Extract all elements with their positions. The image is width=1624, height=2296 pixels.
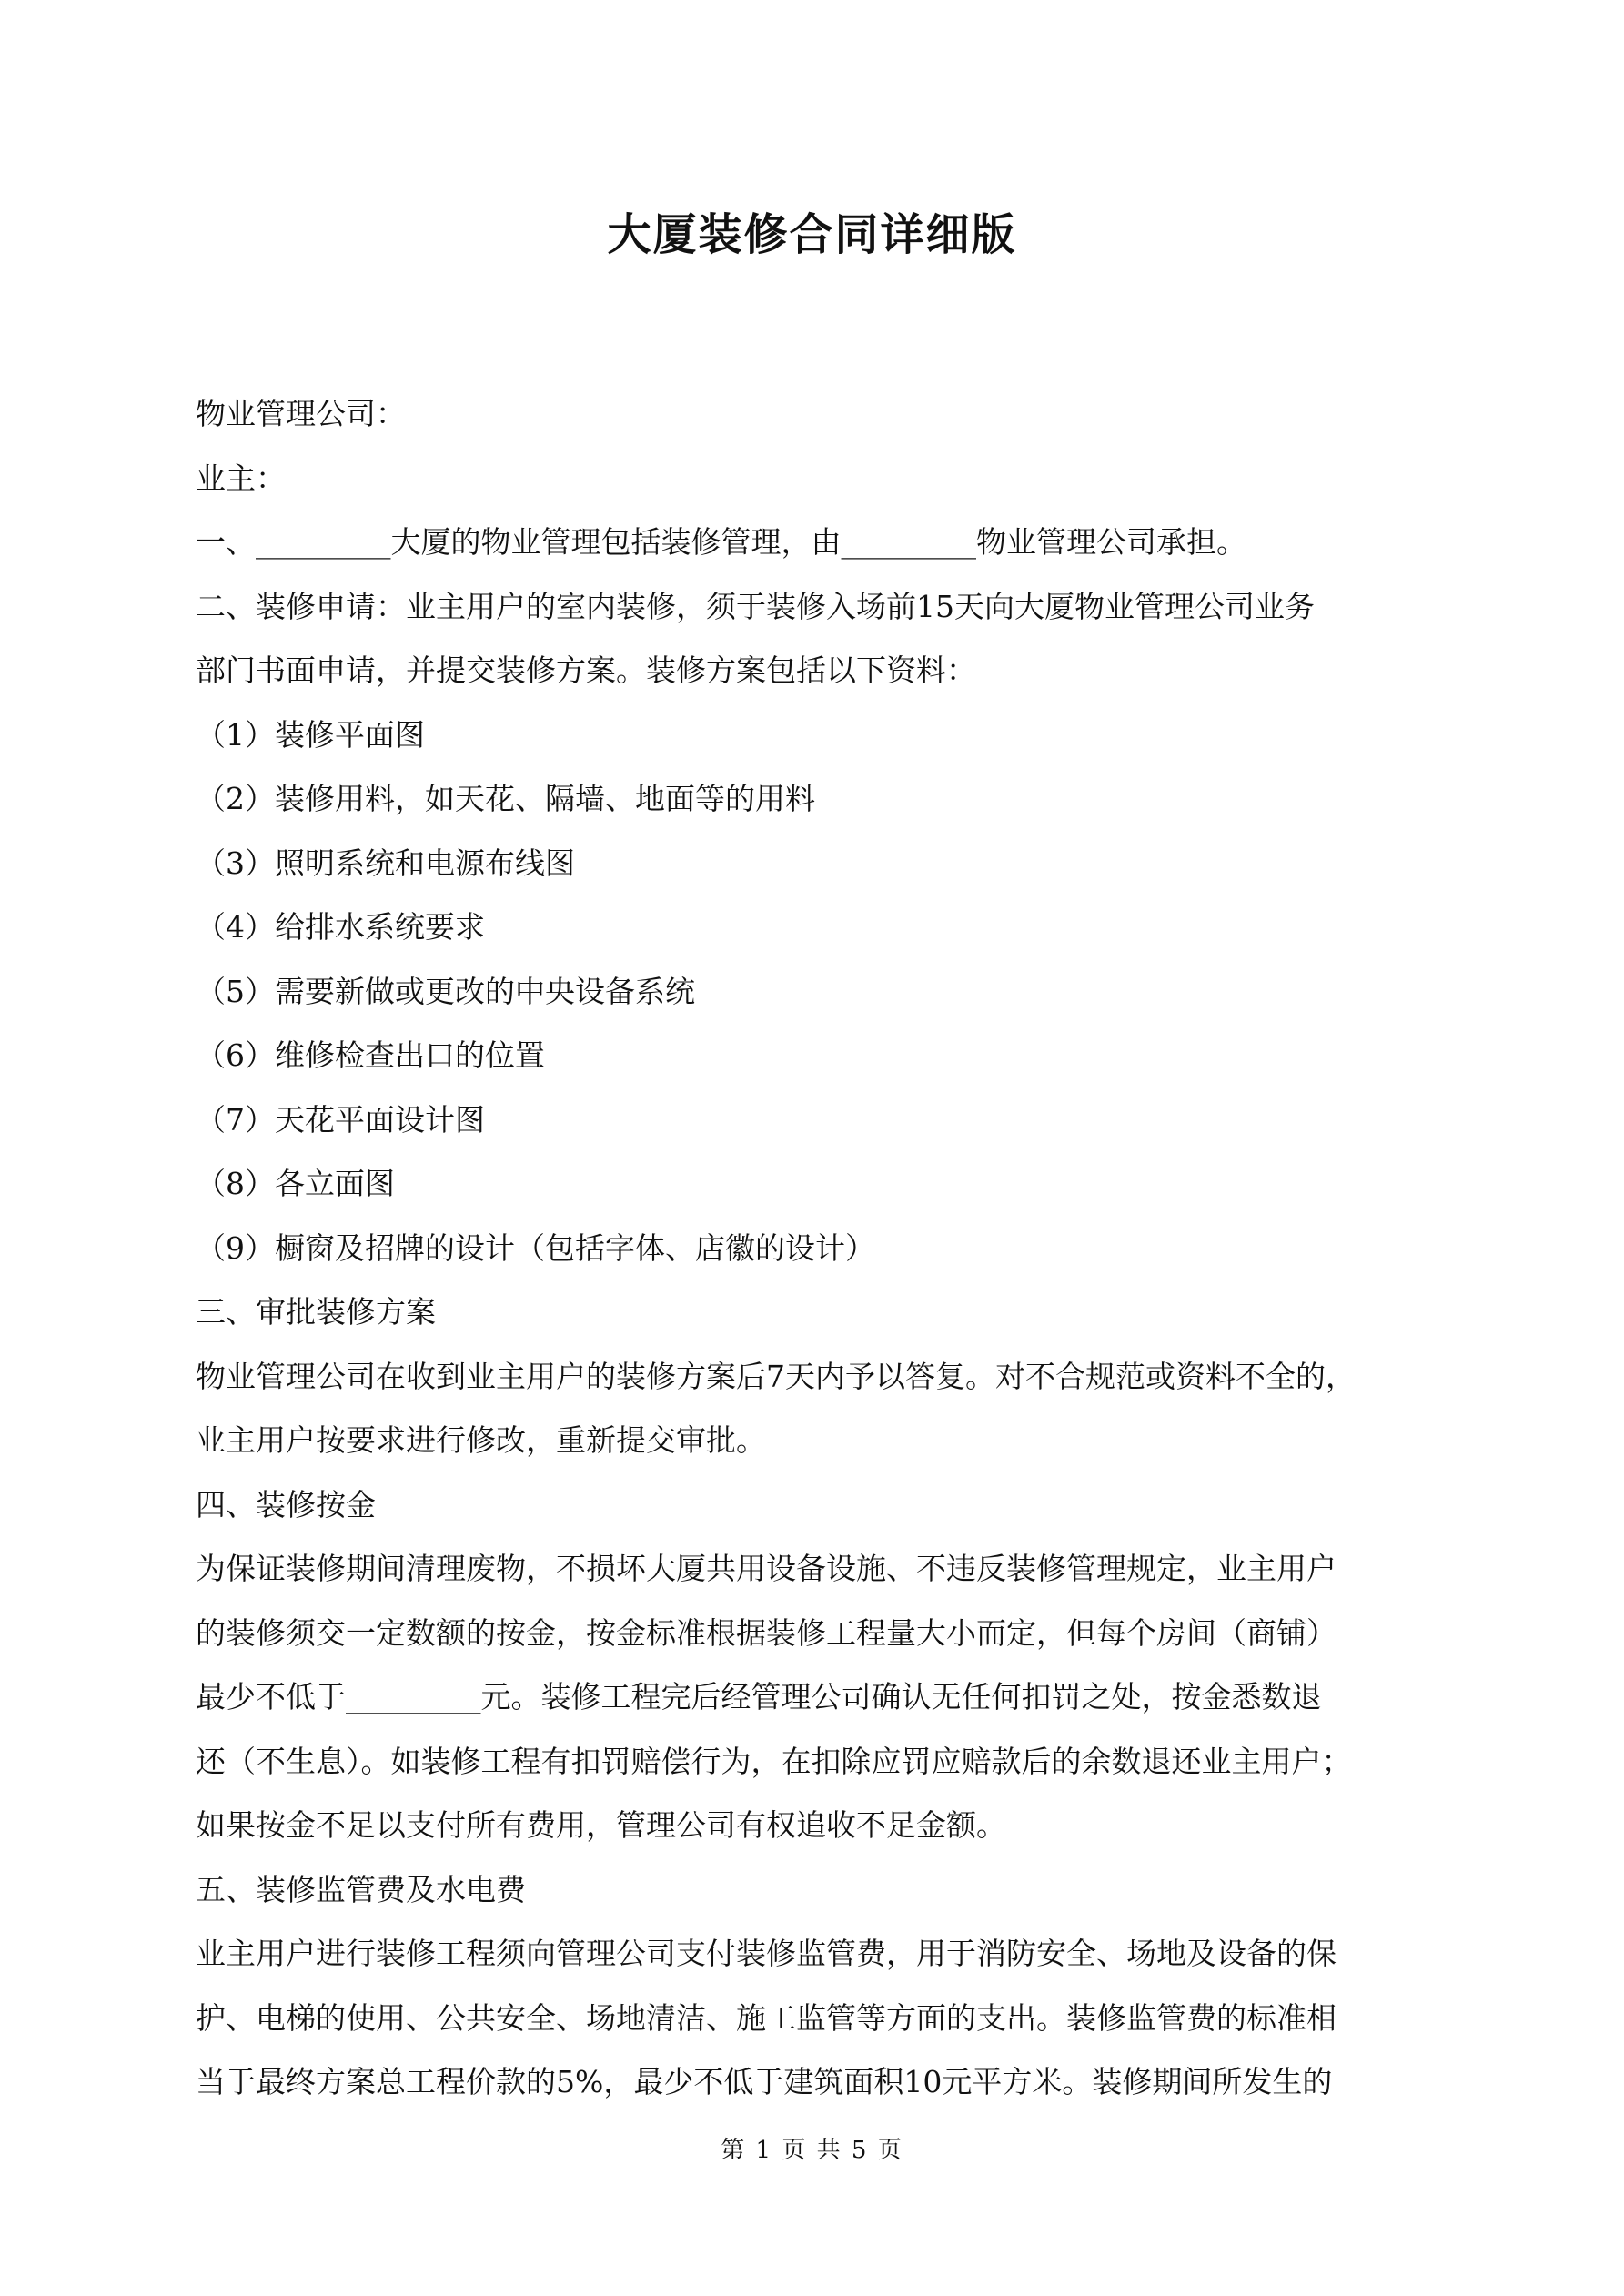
text-line: 还（不生息）。如装修工程有扣罚赔偿行为，在扣除应罚应赔款后的余数退还业主用户；: [196, 1743, 1352, 1779]
text-line: 为保证装修期间清理废物，不损坏大厦共用设备设施、不违反装修管理规定，业主用户: [196, 1551, 1337, 1586]
text-line: 如果按金不足以支付所有费用，管理公司有权追收不足金额。: [196, 1807, 1006, 1843]
list-item: （1）装修平面图: [196, 716, 425, 753]
text-line: 当于最终方案总工程价款的5%，最少不低于建筑面积10元平方米。装修期间所发生的: [196, 2064, 1333, 2099]
page-footer: 第 1 页 共 5 页: [721, 2137, 903, 2164]
section-heading: 四、装修按金: [196, 1486, 376, 1522]
list-item: （2）装修用料，如天花、隔墙、地面等的用料: [196, 781, 815, 816]
text-line: 物业管理公司在收到业主用户的装修方案后7天内予以答复。对不合规范或资料不全的，: [196, 1358, 1356, 1394]
list-item: （7）天花平面设计图: [196, 1101, 485, 1138]
text-line: 的装修须交一定数额的按金，按金标准根据装修工程量大小而定，但每个房间（商铺）: [196, 1614, 1337, 1651]
list-item: （6）维修检查出口的位置: [196, 1037, 545, 1073]
list-item: （4）给排水系统要求: [196, 909, 485, 945]
text-line: 业主用户进行装修工程须向管理公司支付装修监管费，用于消防安全、场地及设备的保: [196, 1936, 1337, 1971]
section-heading: 三、审批装修方案: [196, 1294, 436, 1330]
text-line: 二、装修申请：业主用户的室内装修，须于装修入场前15天向大厦物业管理公司业务: [196, 588, 1315, 624]
text-line: 业主：: [196, 460, 286, 496]
section-heading: 五、装修监管费及水电费: [196, 1871, 526, 1907]
text-line: 护、电梯的使用、公共安全、场地清洁、施工监管等方面的支出。装修监管费的标准相: [196, 1999, 1337, 2036]
list-item: （3）照明系统和电源布线图: [196, 845, 575, 881]
list-item: （8）各立面图: [196, 1166, 395, 1201]
list-item: （9）橱窗及招牌的设计（包括字体、店徽的设计）: [196, 1229, 875, 1266]
text-line: 最少不低于_________元。装修工程完后经管理公司确认无任何扣罚之处，按金悉数退: [196, 1679, 1322, 1714]
text-line: 业主用户按要求进行修改，重新提交审批。: [196, 1422, 766, 1458]
text-line: 一、_________大厦的物业管理包括装修管理，由_________物业管理公司承担。: [196, 524, 1246, 560]
document-body: [196, 382, 1447, 2115]
text-line: 部门书面申请，并提交装修方案。装修方案包括以下资料：: [196, 652, 976, 688]
list-item: （5）需要新做或更改的中央设备系统: [196, 973, 695, 1009]
text-line: 物业管理公司：: [196, 396, 406, 431]
document-title: 大厦装修合同详细版: [607, 209, 1017, 260]
